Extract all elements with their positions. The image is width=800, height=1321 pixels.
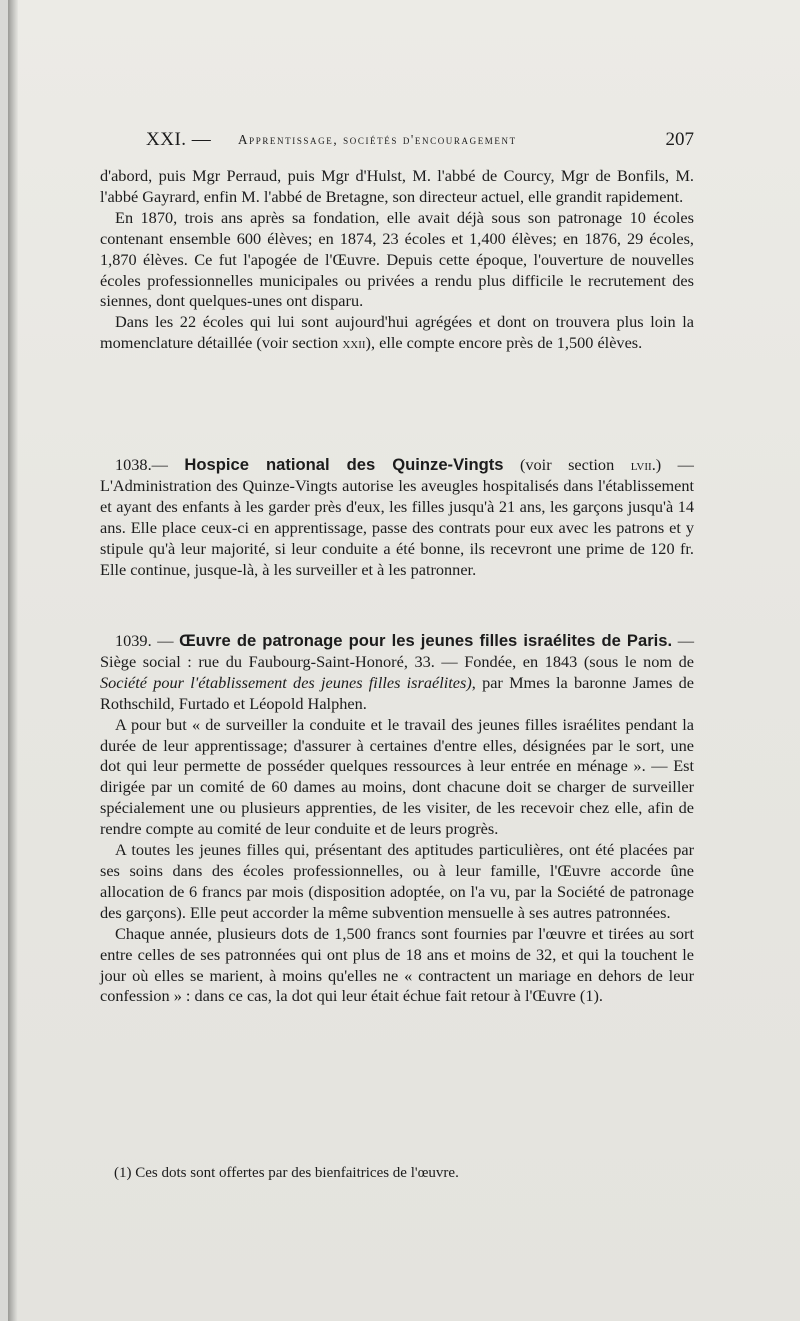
paragraph-history: En 1870, trois ans après sa fondation, elle avait déjà sous son patronage 10 écoles contenant ensemble 600 élèves; en 1874, 23 écoles et 1,400 élèves; en 1876, 29 écoles, 1,870 élèves. Ce fut l'apogée de l'Œuvre. Depuis cette époque, l'ouverture de nouvelles écoles professionnelles municipales ou privées a rendu plus difficile le recrutement des siennes, dont quelques-unes ont disparu. [100,207,694,311]
text-block-top [100,166,694,354]
entry-title: Hospice national des Quinze-Vingts [184,455,504,474]
footnote: (1) Ces dots sont offertes par des bienfaitrices de l'œuvre. [114,1165,459,1181]
entry-number: 1039. [115,631,152,650]
entry-title: Œuvre de patronage pour les jeunes filles israélites de Paris. [179,631,673,650]
paragraph-dowries: Chaque année, plusieurs dots de 1,500 francs sont fournies par l'œuvre et tirées au sort entre celles de ses patronnées qui ont plus de 18 ans et moins de 32, et qui la touchent le jour où elles se marient, à moins qu'elles ne « contractent un mariage en dehors de leur confession » : dans ce cas, la dot qui leur était échue fait retour à l'Œuvre (1). [100,923,694,1006]
entry-1038 [100,455,694,580]
paragraph-purpose: A pour but « de surveiller la conduite et le travail des jeunes filles israélites pendant la durée de leur apprentissage; d'assurer à certaines d'entre elles, désignées par le sort, une dot qui leur permette de posséder quelques ressources à leur entrée en ménage ». — Est dirigée par un comité de 60 dames au moins, dont chacune doit se charger de surveiller spécialement une ou plusieurs apprenties, de les visiter, de les recevoir chez elle, afin de rendre compte au comité de leur conduite et de leurs progrès. [100,714,694,839]
section-ref: xxii [342,333,366,353]
entry-1038-text: 1038.— Hospice national des Quinze-Vingts (voir section lvii.) — L'Administration des Quinze-Vingts autorise les aveugles hospitalisés dans l'établissement et ayant des enfants à les garder près d'eux, les filles jusqu'à 21 ans, les garçons jusqu'à 14 ans. Elle place ceux-ci en apprentissage, passe des contrats pour eux avec les patrons et y stipule qu'à leur majorité, si leur conduite a été bonne, ils recevront une prime de 120 fr. Elle continue, jusque-là, à les surveiller et à les patronner. [100,455,694,579]
paragraph-allocation: A toutes les jeunes filles qui, présentant des aptitudes particulières, ont été placées par ses soins dans des écoles professionnelles, ou à leur famille, l'Œuvre accorde ûne allocation de 6 francs par mois (disposition adoptée, on l'a vu, par la Société de patronage des garçons). Elle peut accorder la même subvention mensuelle à ses autres patronnées. [100,840,694,922]
page-number: 207 [665,129,694,150]
chapter-number: XXI. — [146,129,212,150]
entry-1039 [100,631,694,1007]
entry-1039-intro: 1039. — Œuvre de patronage pour les jeunes filles israélites de Paris. — Siège social : rue du Faubourg-Saint-Honoré, 33. — Fondée, en 1843 (sous le nom de Société pour l'établissement des jeunes filles israélites), par Mmes la baronne James de Rothschild, Furtado et Léopold Halphen. [100,631,694,713]
entry-number: 1038. [115,455,152,474]
former-name: Société pour l'établissement des jeunes filles israélites) [100,672,472,692]
page-edge-shadow [8,0,18,1321]
running-header [146,129,694,153]
paragraph-continuation: d'abord, puis Mgr Perraud, puis Mgr d'Hulst, M. l'abbé de Courcy, Mgr de Bonfils, M. l'abbé Gayrard, enfin M. l'abbé de Bretagne, son directeur actuel, elle grandit rapidement. [100,166,694,206]
paragraph-schools: Dans les 22 écoles qui lui sont aujourd'hui agrégées et dont on trouvera plus loin la momenclature détaillée (voir section xxii), elle compte encore près de 1,500 élèves. [100,312,694,353]
chapter-title: Apprentissage, sociétés d'encouragement [238,132,517,147]
section-ref: lvii [630,455,652,474]
